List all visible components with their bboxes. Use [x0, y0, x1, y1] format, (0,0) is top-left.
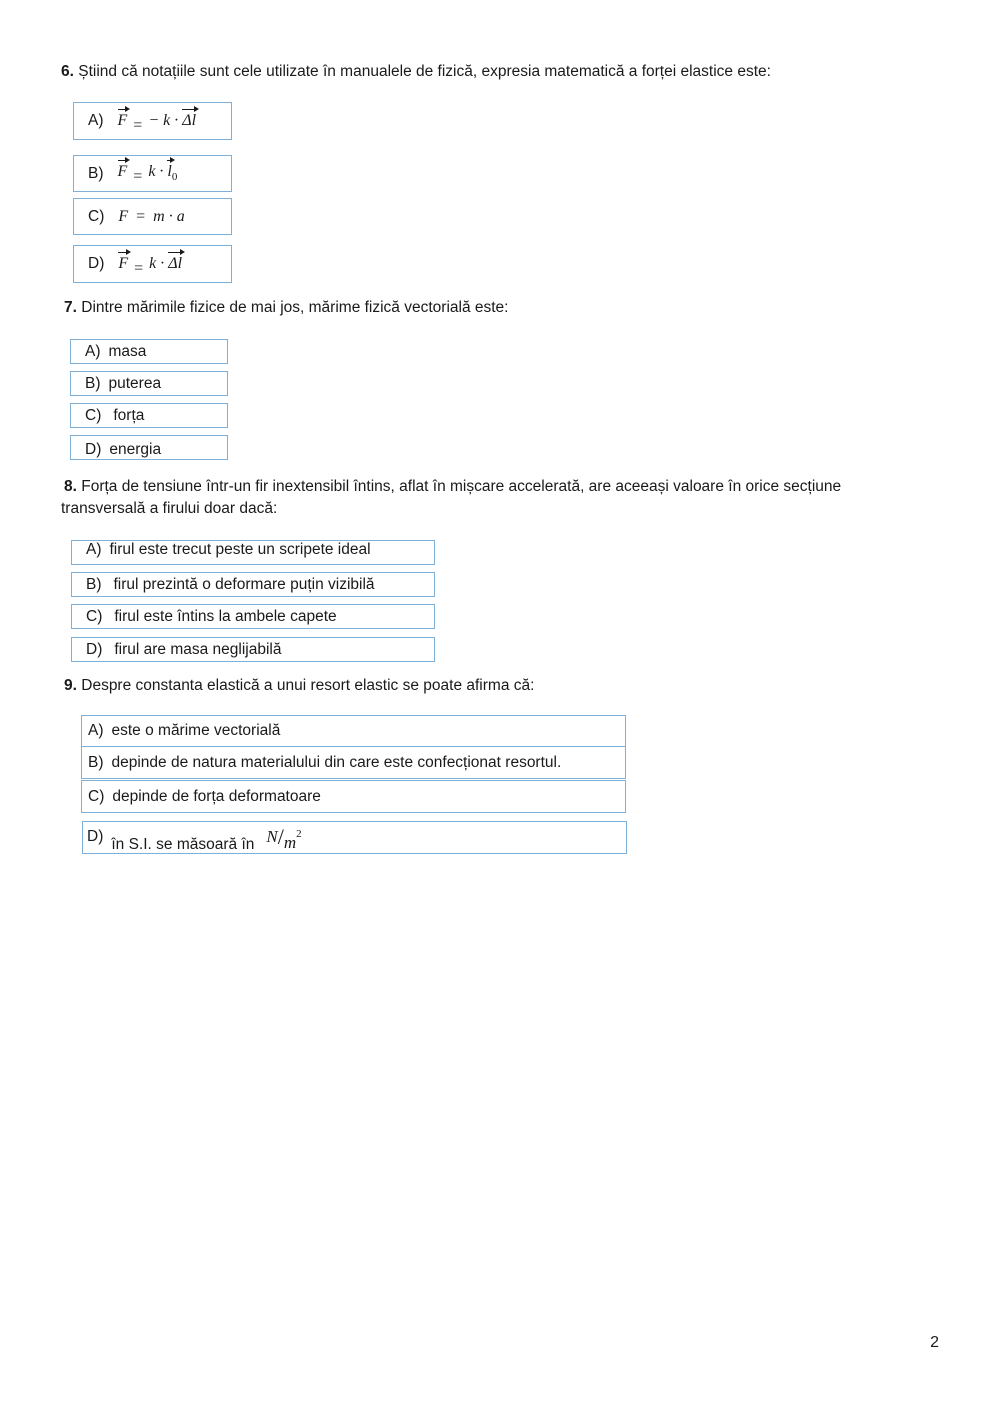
- option-letter: A): [85, 342, 101, 360]
- q6-option-a[interactable]: [73, 102, 232, 140]
- q7-option-b[interactable]: [70, 371, 228, 396]
- option-text: firul are masa neglijabilă: [114, 640, 282, 658]
- unit-formula: [266, 822, 302, 852]
- question-number: 7.: [64, 299, 77, 316]
- page-number: 2: [930, 1334, 939, 1351]
- option-text: firul prezintă o deformare puțin vizibilă: [113, 575, 375, 593]
- q9-option-d[interactable]: [82, 821, 627, 854]
- option-letter: B): [88, 164, 104, 182]
- vector-F: F: [117, 112, 128, 129]
- subscript-0: 0: [171, 171, 178, 184]
- option-text: puterea: [108, 374, 162, 392]
- option-letter: C): [88, 207, 105, 225]
- unit-exponent: 2: [296, 828, 302, 841]
- fraction-slash: /: [277, 824, 284, 849]
- option-letter: D): [87, 828, 104, 845]
- formula: [118, 208, 184, 226]
- q8-option-c[interactable]: [71, 604, 435, 629]
- option-text: este o mărime vectorială: [111, 722, 281, 739]
- question-text: Dintre mărimile fizice de mai jos, mărime fizică vectorială este:: [81, 299, 509, 316]
- symbol-F: F: [118, 207, 129, 225]
- unit-denominator: m: [283, 833, 297, 852]
- q6-option-d[interactable]: [73, 245, 232, 283]
- option-letter: B): [88, 753, 104, 771]
- formula: [118, 255, 183, 277]
- question-8: [61, 476, 911, 520]
- rhs: − k ·: [148, 112, 179, 129]
- option-letter: B): [85, 374, 101, 392]
- option-text: forța: [113, 406, 145, 424]
- option-text: energia: [109, 441, 162, 458]
- question-7: [64, 297, 904, 319]
- question-number: 9.: [64, 677, 77, 694]
- option-text: firul este întins la ambele capete: [114, 607, 337, 625]
- q8-option-a[interactable]: [71, 540, 435, 565]
- question-number: 8.: [64, 478, 77, 495]
- option-text: depinde de forța deformatoare: [112, 787, 321, 805]
- option-letter: C): [86, 607, 103, 625]
- q6-option-b[interactable]: [73, 155, 232, 192]
- option-letter: D): [85, 441, 102, 458]
- q8-option-b[interactable]: [71, 572, 435, 597]
- q8-option-d[interactable]: [71, 637, 435, 662]
- option-letter: C): [88, 787, 105, 805]
- option-text: masa: [108, 342, 147, 360]
- question-text: Știind că notațiile sunt cele utilizate în manualele de fizică, expresia matematică a forței elastice este:: [78, 63, 771, 80]
- option-text: depinde de natura materialului din care este confecționat resortul.: [111, 753, 562, 771]
- q7-option-d[interactable]: [70, 435, 228, 460]
- vector-F: F: [118, 255, 129, 272]
- q7-option-a[interactable]: [70, 339, 228, 364]
- vector-delta-l: Δl: [168, 255, 183, 272]
- option-text: firul este trecut peste un scripete ideal: [109, 541, 371, 558]
- question-text: Despre constanta elastică a unui resort elastic se poate afirma că:: [81, 677, 535, 694]
- equals: =: [133, 168, 143, 186]
- equals: =: [134, 260, 144, 277]
- option-letter: D): [88, 255, 105, 272]
- vector-delta-l: Δl: [182, 112, 197, 129]
- rhs: k ·: [148, 163, 164, 181]
- question-6: [61, 61, 901, 83]
- q9-option-b[interactable]: [81, 746, 626, 779]
- formula: [117, 112, 197, 134]
- q9-option-c[interactable]: [81, 780, 626, 813]
- option-letter: C): [85, 406, 102, 424]
- rhs: k ·: [149, 255, 165, 272]
- equals: =: [136, 207, 146, 225]
- unit-numerator: N: [266, 827, 278, 846]
- q7-option-c[interactable]: [70, 403, 228, 428]
- vector-F: F: [117, 163, 128, 181]
- option-letter: D): [86, 640, 103, 658]
- question-number: 6.: [61, 63, 74, 80]
- formula: [117, 163, 178, 186]
- option-text: în S.I. se măsoară în: [111, 836, 255, 853]
- question-9: [64, 675, 904, 697]
- option-letter: A): [88, 112, 104, 129]
- option-letter: A): [86, 541, 102, 558]
- q6-option-c[interactable]: [73, 198, 232, 235]
- question-text: Forța de tensiune într-un fir inextensibil întins, aflat în mișcare accelerată, are aceeași valoare în orice secțiune transversală a firului doar dacă:: [61, 478, 842, 517]
- q9-option-a[interactable]: [81, 715, 626, 747]
- option-letter: B): [86, 575, 102, 593]
- rhs: m · a: [153, 207, 185, 225]
- option-letter: A): [88, 722, 104, 739]
- vector-l: l: [167, 163, 172, 181]
- equals: =: [133, 117, 143, 134]
